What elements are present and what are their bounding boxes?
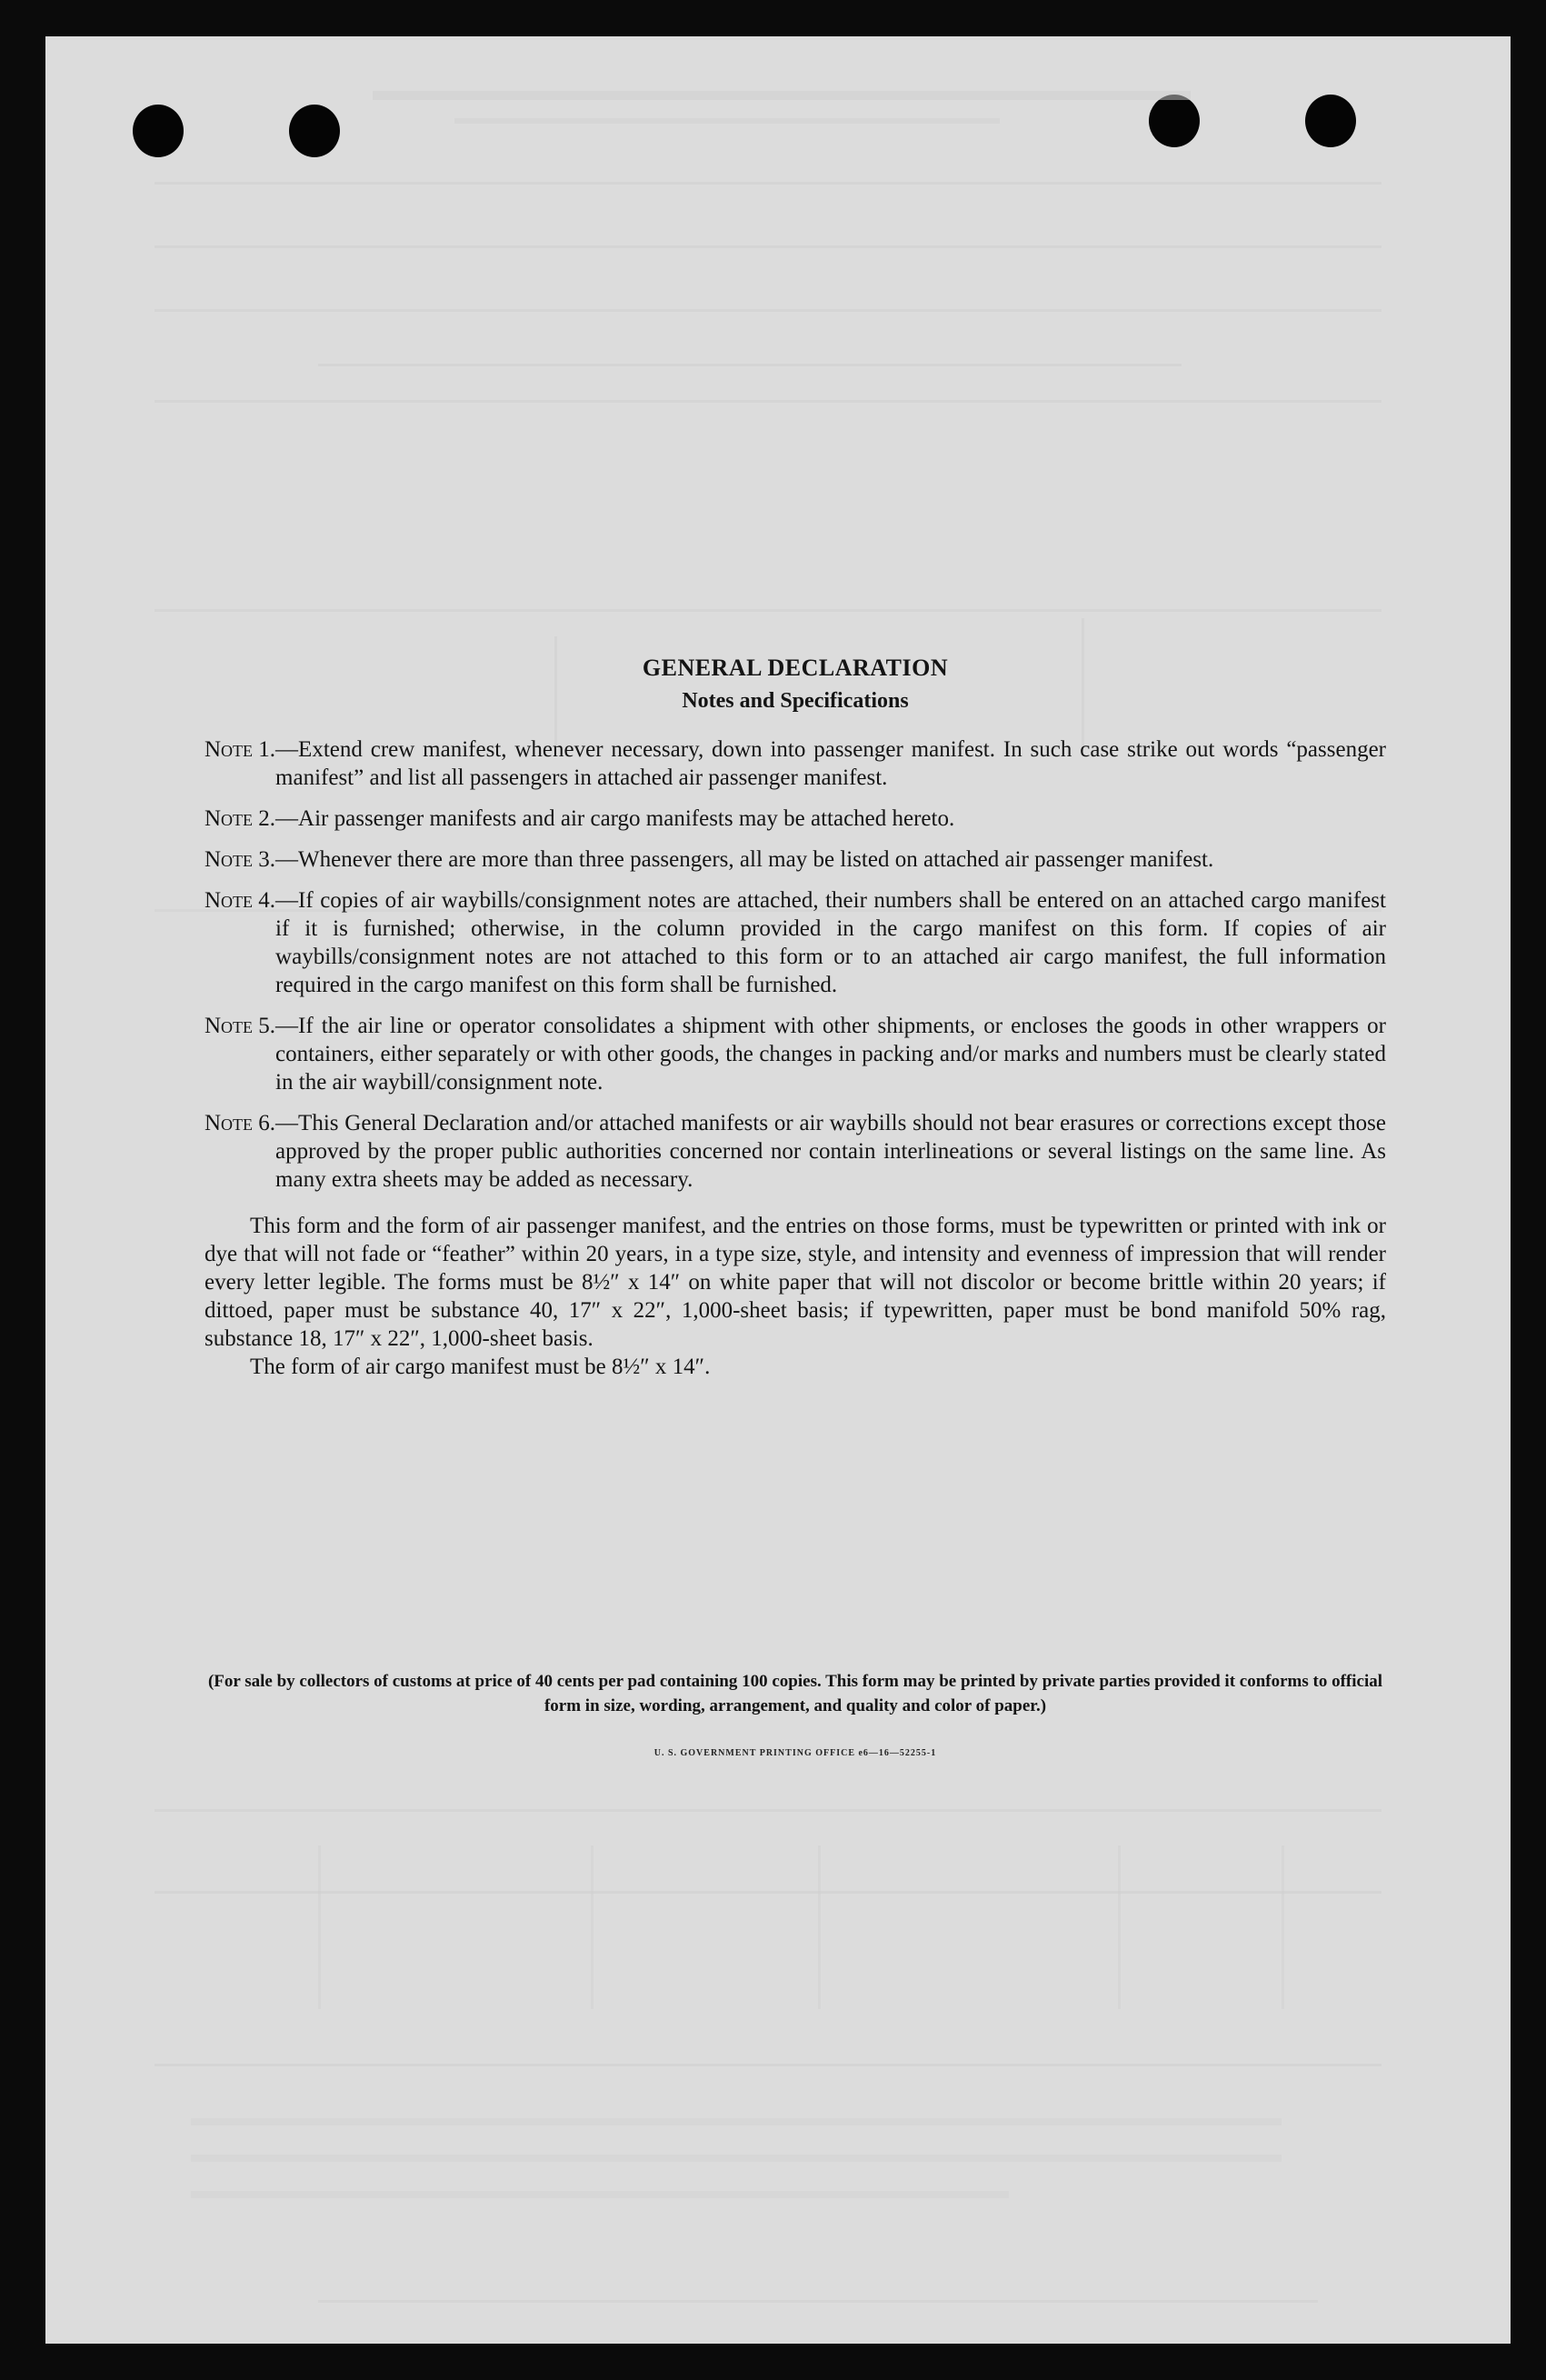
bleed-through-line: [373, 91, 1191, 100]
bleed-through-line: [155, 309, 1381, 312]
bleed-through-line: [318, 2300, 1318, 2303]
bleed-through-line: [191, 2191, 1009, 2198]
note-2: [204, 805, 1386, 833]
note-text: —Extend crew manifest, whenever necessary, down into passenger manifest. In such case strike out words “passenger manifest” and list all passengers in attached air passenger manifest.: [275, 737, 1386, 790]
note-label: Note 1.: [204, 737, 276, 762]
bleed-through-line: [155, 609, 1381, 612]
bleed-through-line: [318, 364, 1182, 366]
bleed-through-line: [155, 400, 1381, 403]
cargo-manifest-size-line: The form of air cargo manifest must be 8½″ x 14″.: [250, 1355, 711, 1379]
note-label: Note 6.: [204, 1111, 276, 1135]
bleed-through-line: [191, 2155, 1282, 2162]
note-6: [204, 1109, 1386, 1194]
bleed-through-line: [155, 1891, 1381, 1894]
bleed-through-line: [591, 1845, 593, 2009]
bleed-through-line: [191, 2118, 1282, 2125]
note-text: —This General Declaration and/or attached manifests or air waybills should not bear erasures or corrections except those approved by the proper public authorities concerned nor contain interlineations or several listings on the same line. As many extra sheets may be added as necessary.: [275, 1111, 1386, 1192]
document-title: GENERAL DECLARATION: [642, 655, 949, 681]
bleed-through-line: [818, 1845, 821, 2009]
bleed-through-line: [1282, 1845, 1284, 2009]
note-text: —Whenever there are more than three passengers, all may be listed on attached air passenger manifest.: [275, 847, 1214, 872]
punch-hole-2: [289, 105, 340, 157]
punch-hole-1: [133, 105, 184, 157]
sale-notice: (For sale by collectors of customs at price of 40 cents per pad containing 100 copies. This form may be printed by private parties provided it conforms to official form in size, wording, arrangement, and quality and color of paper.): [207, 1672, 1383, 1715]
note-text: —If copies of air waybills/consignment notes are attached, their numbers shall be entered on an attached cargo manifest if it is furnished; otherwise, in the column provided in the cargo manifest on this form. If copies of air waybills/consignment notes are not attached to this form or to an attached air cargo manifest, the full information required in the cargo manifest on this form shall be furnished.: [275, 888, 1386, 997]
bleed-through-line: [155, 1809, 1381, 1812]
bleed-through-line: [318, 1845, 321, 2009]
punch-hole-4: [1305, 95, 1356, 147]
bleed-through-line: [155, 245, 1381, 248]
note-text: —If the air line or operator consolidates a shipment with other shipments, or encloses the goods in other wrappers or containers, either separately or with other goods, the changes in packing and/or marks and numbers must be clearly stated in the air waybill/consignment note.: [275, 1014, 1386, 1095]
punch-hole-3: [1149, 95, 1200, 147]
note-label: Note 4.: [204, 888, 276, 913]
document-subtitle: Notes and Specifications: [682, 689, 909, 713]
note-label: Note 2.: [204, 806, 276, 831]
note-4: [204, 886, 1386, 999]
note-label: Note 3.: [204, 847, 276, 872]
document-page: [45, 36, 1511, 2344]
bleed-through-line: [454, 118, 1000, 124]
note-1: [204, 735, 1386, 792]
note-3: [204, 845, 1386, 874]
bleed-through-line: [155, 2064, 1381, 2066]
printing-office-imprint: U. S. GOVERNMENT PRINTING OFFICE e6—16—52255-1: [653, 1748, 937, 1758]
note-label: Note 5.: [204, 1014, 276, 1038]
bleed-through-line: [155, 182, 1381, 185]
note-text: —Air passenger manifests and air cargo manifests may be attached hereto.: [275, 806, 955, 831]
specification-paragraph: This form and the form of air passenger manifest, and the entries on those forms, must be typewritten or printed with ink or dye that will not fade or “feather” within 20 years, in a type size, style, and intensity and evenness of impression that will render every letter legible. The forms must be 8½″ x 14″ on white paper that will not discolor or become brittle within 20 years; if dittoed, paper must be substance 40, 17″ x 22″, 1,000-sheet basis; if typewritten, paper must be bond manifold 50% rag, substance 18, 17″ x 22″, 1,000-sheet basis.: [204, 1214, 1386, 1351]
notes-and-specifications: [204, 655, 1386, 1381]
bleed-through-line: [1118, 1845, 1121, 2009]
note-5: [204, 1012, 1386, 1096]
